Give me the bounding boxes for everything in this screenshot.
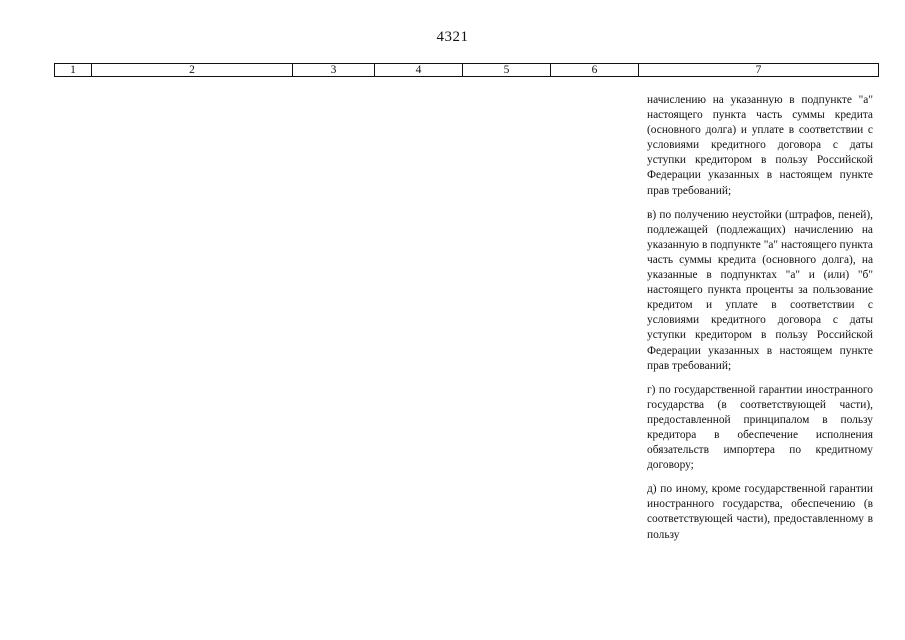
table-header	[54, 63, 879, 77]
paragraph-item-v: в) по получению неустойки (штрафов, пеней), подлежащей (подлежащих) начислению на указанную в подпункте "а" настоящего пункта часть суммы кредита (основного долга), на указанные в подпунктах "а" и (или) "б" настоящего пункта проценты за пользование кредитом и уплате в соответствии с условиями кредитного договора с даты уступки кредитором в пользу Российской Федерации указанных в настоящем пункте прав требований;	[647, 208, 873, 372]
column-header-6: 6	[551, 64, 639, 77]
column-header-1: 1	[55, 64, 92, 77]
column-header-2: 2	[92, 64, 293, 77]
column-header-7: 7	[639, 64, 879, 77]
table-header-row	[55, 64, 879, 77]
column-header-3: 3	[293, 64, 375, 77]
paragraph-item-d: д) по иному, кроме государственной гарантии иностранного государства, обеспечению (в соответствующей части), предоставленному в пользу	[647, 483, 873, 541]
page-number: 4321	[436, 29, 469, 45]
paragraph-continuation: начислению на указанную в подпункте "а" настоящего пункта часть суммы кредита (основного долга) и уплате в соответствии с условиями кредитного договора с даты уступки кредитором в пользу Российской Федерации указанных в настоящем пункте прав требований;	[647, 94, 873, 197]
column-header-4: 4	[375, 64, 463, 77]
column-7-content	[647, 93, 873, 552]
paragraph-item-g: г) по государственной гарантии иностранного государства (в соответствующей части), предоставленной принципалом в пользу кредитора в обеспечение исполнения обязательств импортера по кредитному договору;	[647, 383, 873, 472]
column-header-5: 5	[463, 64, 551, 77]
